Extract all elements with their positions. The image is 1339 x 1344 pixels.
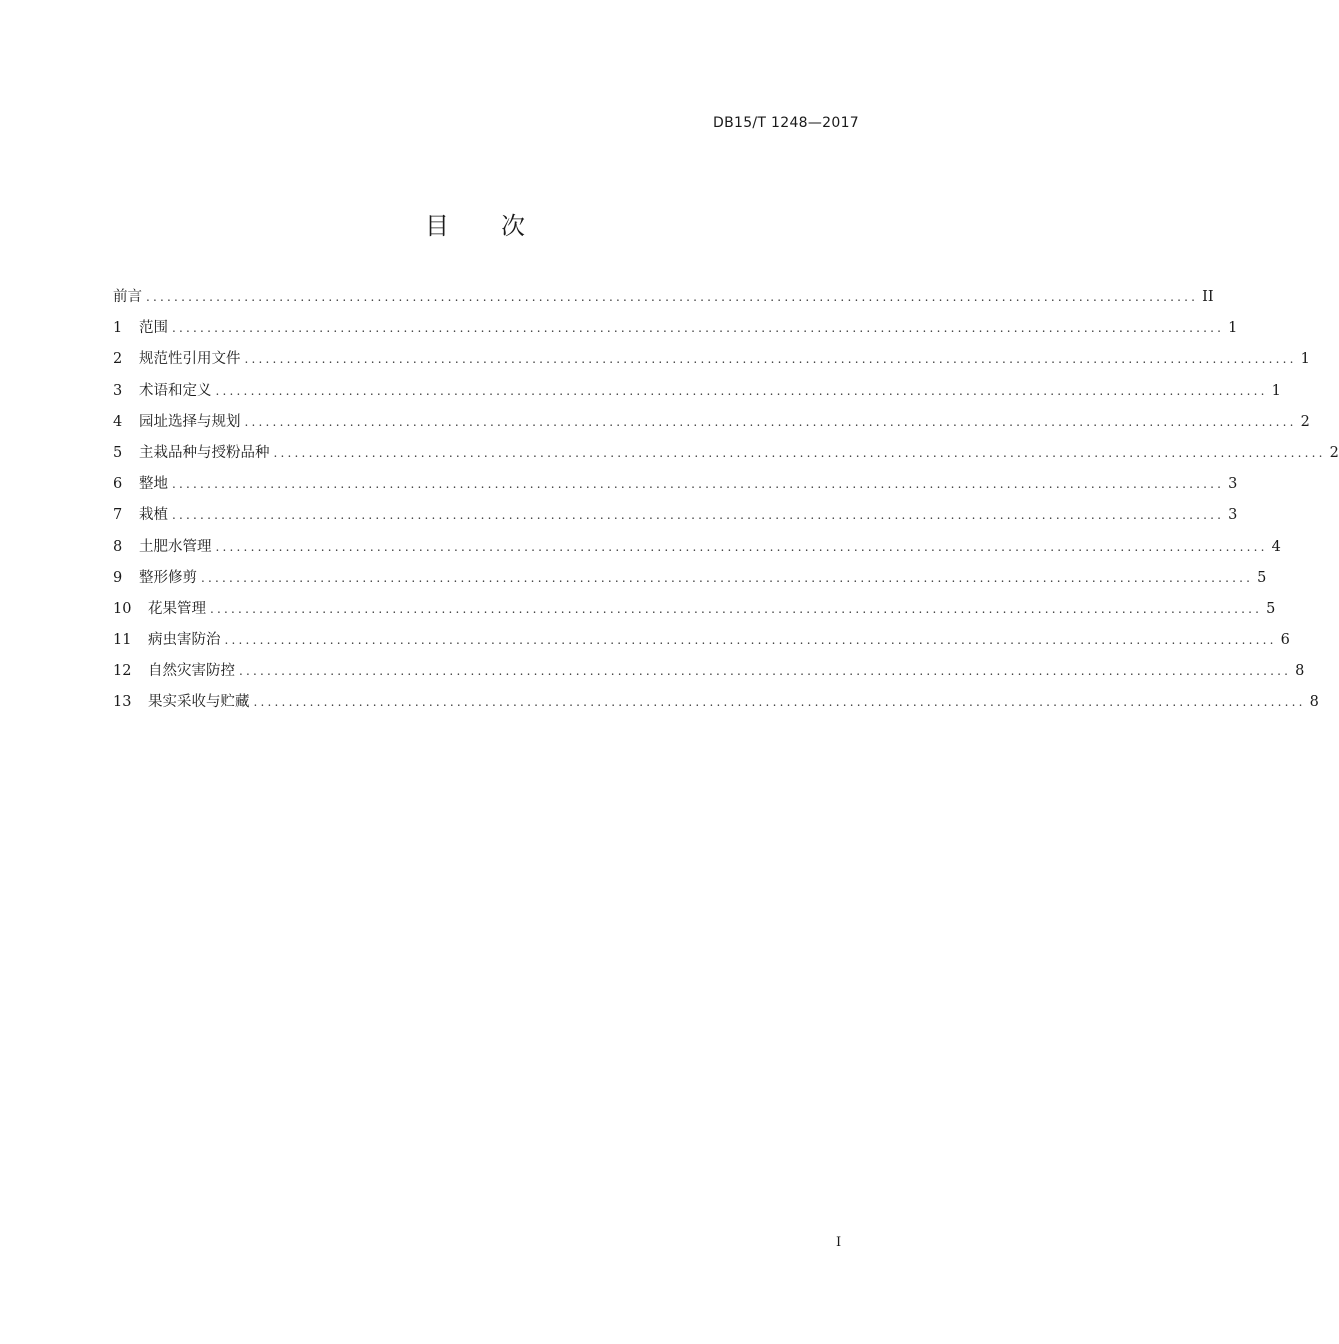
dot-leader: ...................................................................................................................................................... <box>172 321 1225 336</box>
dot-leader: ...................................................................................................................................................... <box>215 383 1268 398</box>
toc-entry-number: 6 <box>113 476 123 493</box>
toc-entry-number: 8 <box>113 538 123 555</box>
toc-entry-number: 11 <box>113 632 132 649</box>
toc-entry-page: 5 <box>1257 569 1267 586</box>
toc-entry-number: 5 <box>113 444 123 461</box>
toc-entry-label: 规范性引用文件 <box>139 351 241 368</box>
page-number: I <box>836 1235 842 1250</box>
toc-entry-label: 病虫害防治 <box>148 632 221 649</box>
toc-entry-page: 2 <box>1300 413 1310 430</box>
toc-entry-page: 4 <box>1271 538 1281 555</box>
toc-entry-number: 9 <box>113 569 123 586</box>
toc-entry-number: 12 <box>113 663 132 680</box>
toc-entry-4[interactable] <box>113 407 1310 438</box>
dot-leader: ...................................................................................................................................................... <box>224 633 1277 648</box>
toc-entry-number: 1 <box>113 320 123 337</box>
toc-entry-number: 10 <box>113 600 132 617</box>
toc-title: 目次 <box>425 212 577 240</box>
toc-entry-page: 8 <box>1295 663 1305 680</box>
toc-entry-10[interactable] <box>113 594 1276 625</box>
toc-entry-5[interactable] <box>113 438 1339 469</box>
toc-entry-8[interactable] <box>113 532 1281 563</box>
toc-entry-label: 园址选择与规划 <box>139 413 241 430</box>
toc-entry-page: II <box>1202 289 1214 305</box>
toc-entry-page: 2 <box>1329 444 1339 461</box>
dot-leader: ...................................................................................................................................................... <box>239 664 1292 679</box>
toc-entry-page: 5 <box>1266 600 1276 617</box>
dot-leader: ...................................................................................................................................................... <box>215 539 1268 554</box>
document-code: DB15/T 1248—2017 <box>713 115 859 131</box>
toc-entry-9[interactable] <box>113 563 1267 594</box>
toc-entry-11[interactable] <box>113 625 1290 656</box>
toc-entry-label: 范围 <box>139 320 168 337</box>
toc-entry-number: 3 <box>113 382 123 399</box>
toc-entry-number: 13 <box>113 694 132 711</box>
table-of-contents <box>113 282 1339 719</box>
dot-leader: ...................................................................................................................................................... <box>244 352 1297 367</box>
toc-entry-13[interactable] <box>113 687 1319 718</box>
toc-entry-label: 自然灾害防控 <box>148 663 235 680</box>
toc-entry-7[interactable] <box>113 500 1238 531</box>
dot-leader: ...................................................................................................................................................... <box>172 477 1225 492</box>
toc-entry-label: 果实采收与贮藏 <box>148 694 250 711</box>
toc-entry-page: 3 <box>1228 476 1238 493</box>
toc-entry-3[interactable] <box>113 376 1281 407</box>
dot-leader: ...................................................................................................................................................... <box>172 508 1225 523</box>
toc-entry-label: 整形修剪 <box>139 569 197 586</box>
toc-entry-foreword[interactable] <box>113 282 1214 313</box>
toc-entry-label: 土肥水管理 <box>139 538 212 555</box>
dot-leader: ...................................................................................................................................................... <box>253 695 1306 710</box>
dot-leader: ...................................................................................................................................................... <box>201 570 1254 585</box>
dot-leader: ...................................................................................................................................................... <box>273 445 1326 460</box>
toc-entry-page: 8 <box>1309 694 1319 711</box>
toc-entry-page: 1 <box>1271 382 1281 399</box>
toc-entry-label: 整地 <box>139 476 168 493</box>
dot-leader: ...................................................................................................................................................... <box>146 290 1199 304</box>
toc-entry-page: 1 <box>1300 351 1310 368</box>
toc-entry-label: 术语和定义 <box>139 382 212 399</box>
toc-entry-number: 7 <box>113 507 123 524</box>
toc-entry-6[interactable] <box>113 469 1238 500</box>
toc-entry-page: 3 <box>1228 507 1238 524</box>
toc-entry-2[interactable] <box>113 344 1310 375</box>
toc-entry-number: 4 <box>113 413 123 430</box>
toc-entry-number: 2 <box>113 351 123 368</box>
dot-leader: ...................................................................................................................................................... <box>210 601 1263 616</box>
toc-entry-label: 前言 <box>113 289 142 305</box>
toc-entry-page: 1 <box>1228 320 1238 337</box>
toc-entry-label: 栽植 <box>139 507 168 524</box>
dot-leader: ...................................................................................................................................................... <box>244 414 1297 429</box>
toc-entry-12[interactable] <box>113 656 1305 687</box>
toc-entry-1[interactable] <box>113 313 1238 344</box>
toc-entry-label: 花果管理 <box>148 600 206 617</box>
toc-entry-label: 主栽品种与授粉品种 <box>139 444 270 461</box>
toc-entry-page: 6 <box>1280 632 1290 649</box>
